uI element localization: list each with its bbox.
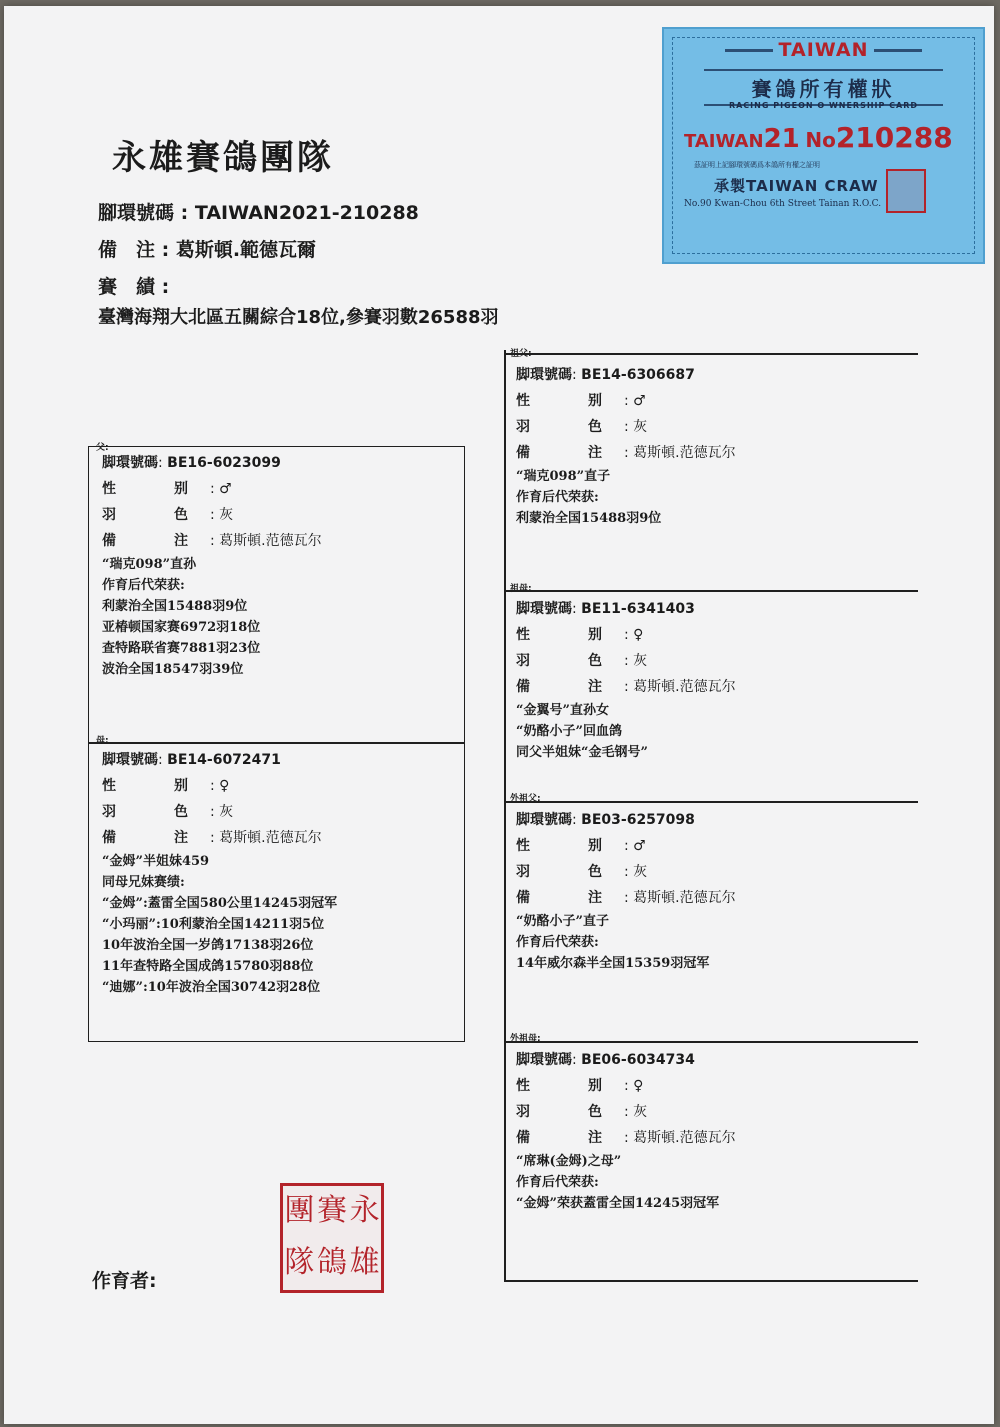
sex-label: 性 别 [102,778,210,794]
card-ring-number [684,121,953,154]
granddam-m-ring: BE06-6034734 [581,1052,695,1068]
sep: : [210,533,215,549]
sep: : [624,890,629,906]
extra-line: 10年波治全国一岁鸽17138羽26位 [102,938,314,953]
sep: : [572,601,577,617]
sire-note: 葛斯頓.范德瓦尔 [219,533,322,549]
seal-char: 隊 [284,1245,315,1280]
granddam-m-color: 灰 [633,1104,648,1120]
card-ring-no: No [805,128,836,152]
extra-line: “金姆”半姐妹459 [102,854,210,869]
granddam-p-color: 灰 [633,653,648,669]
seal-char: 雄 [349,1245,380,1280]
sex-label: 性 别 [516,627,624,643]
sex-label: 性 别 [516,393,624,409]
divider [504,1280,918,1282]
breeder-label: 作育者: [92,1270,157,1292]
granddam-m-extra [516,1151,736,1214]
sex-label: 性 别 [102,481,210,497]
sire-color: 灰 [219,507,234,523]
card-country: TAIWAN [664,39,983,61]
grandsire-m-tag: 外祖父: [510,794,541,804]
sep: : [624,653,629,669]
card-fine-print: 茲証明上記腳環號碼爲本鴿所有權之証明 [694,161,820,169]
sep: : [624,1078,629,1094]
grandsire-p-entry [516,362,736,529]
grandsire-p-ring: BE14-6306687 [581,367,695,383]
extra-line: 作育后代荣获: [102,578,185,593]
note-label: 備 注 [102,533,210,549]
color-label: 羽 色 [102,507,210,523]
sep: : [624,838,629,854]
ring-label: 腳環號碼 [98,202,175,224]
granddam-m-tag: 外祖母: [510,1034,541,1044]
extra-line: 同父半姐妹“金毛钢号” [516,745,648,760]
granddam-m-entry [516,1047,736,1214]
grandsire-p-color: 灰 [633,419,648,435]
ring-label: 脚環號碼 [516,601,572,617]
grandsire-m-sex: ♂ [633,838,646,854]
dam-tag: 母: [96,736,109,746]
granddam-m-sex: ♀ [633,1078,644,1094]
color-label: 羽 色 [102,804,210,820]
divider [504,1041,918,1043]
grandsire-p-tag: 祖父: [510,349,532,359]
extra-line: 14年威尔森半全国15359羽冠军 [516,956,710,971]
seal-char: 團 [284,1193,315,1228]
note-label: 備 注 [98,239,156,261]
sep: : [624,1104,629,1120]
color-label: 羽 色 [516,1104,624,1120]
extra-line: “金姆”荣获蓋雷全国14245羽冠军 [516,1196,720,1211]
grandsire-p-extra [516,466,736,529]
grandsire-m-color: 灰 [633,864,648,880]
sire-extra [102,554,322,680]
extra-line: 利蒙治全国15488羽9位 [102,599,248,614]
color-label: 羽 色 [516,419,624,435]
note-label: 備 注 [102,830,210,846]
sep: : [572,812,577,828]
extra-line: “奶酪小子”回血鸽 [516,724,622,739]
sire-sex: ♂ [219,481,232,497]
ownership-card [662,27,985,264]
sep: : [624,679,629,695]
grandparent-bracket [504,350,506,1280]
card-address: No.90 Kwan-Chou 6th Street Tainan R.O.C. [684,199,882,209]
card-ring-year: 21 [763,124,800,154]
extra-line: 查特路联省赛7881羽23位 [102,641,261,656]
pedigree-certificate [4,6,994,1424]
sep: : [624,445,629,461]
sep: : [210,481,215,497]
extra-line: 波治全国18547羽39位 [102,662,244,677]
dam-entry [102,747,337,998]
sep: : [210,830,215,846]
dam-ring: BE14-6072471 [167,752,281,768]
dam-extra [102,851,337,998]
sep: : [624,393,629,409]
note-label: 備 注 [516,679,624,695]
grandsire-m-extra [516,911,736,974]
extra-line: “席琳(金姆)之母” [516,1154,622,1169]
extra-line: “金姆”:蓋雷全国580公里14245羽冠军 [102,896,338,911]
extra-line: “瑞克098”直子 [516,469,611,484]
sep: : [158,455,163,471]
performance-line: 賽 績 : [98,272,169,299]
note-value: 葛斯頓.範德瓦爾 [175,239,317,261]
performance-label: 賽 績 [98,276,156,298]
seal-char: 永 [349,1193,380,1228]
grandsire-p-sex: ♂ [633,393,646,409]
grandsire-m-ring: BE03-6257098 [581,812,695,828]
grandsire-m-note: 葛斯頓.范德瓦尔 [633,890,736,906]
sex-label: 性 别 [516,1078,624,1094]
sire-entry [102,450,322,680]
card-ring-prefix: TAIWAN [684,131,764,152]
sep: : [210,804,215,820]
ring-value: TAIWAN2021-210288 [194,202,419,224]
dam-sex: ♀ [219,778,230,794]
sep: : [158,752,163,768]
ring-label: 脚環號碼 [102,752,158,768]
seal-char: 鴿 [316,1245,347,1280]
card-subtitle: RACING PIGEON O WNERSHIP CARD [728,101,919,110]
note-label: 備 注 [516,1130,624,1146]
extra-line: 利蒙治全国15488羽9位 [516,511,662,526]
granddam-p-ring: BE11-6341403 [581,601,695,617]
dam-note: 葛斯頓.范德瓦尔 [219,830,322,846]
extra-line: 同母兄妹赛绩: [102,875,185,890]
extra-line: 亚椿顿国家赛6972羽18位 [102,620,261,635]
divider [504,353,918,355]
color-label: 羽 色 [516,864,624,880]
note-label: 備 注 [516,890,624,906]
sep: : [210,778,215,794]
sep: : [624,627,629,643]
extra-line: “瑞克098”直孙 [102,557,197,572]
extra-line: “金翼号”直孙女 [516,703,609,718]
granddam-p-tag: 祖母: [510,584,532,594]
dam-color: 灰 [219,804,234,820]
card-stamp [886,169,926,213]
granddam-p-entry [516,596,736,763]
granddam-p-extra [516,700,736,763]
granddam-p-note: 葛斯頓.范德瓦尔 [633,679,736,695]
color-label: 羽 色 [516,653,624,669]
performance-value: 臺灣海翔大北區五關綜合18位,參賽羽數26588羽 [98,307,499,328]
card-ring-digits: 210288 [835,121,953,154]
ring-label: 脚環號碼 [516,1052,572,1068]
sep: : [572,367,577,383]
extra-line: 11年查特路全国成鸽15780羽88位 [102,959,314,974]
extra-line: “奶酪小子”直子 [516,914,609,929]
sire-tag: 父: [96,443,109,453]
ring-label: 脚環號碼 [516,812,572,828]
divider [504,801,918,803]
sire-ring: BE16-6023099 [167,455,281,471]
note-label: 備 注 [516,445,624,461]
divider [504,590,918,592]
grandsire-p-note: 葛斯頓.范德瓦尔 [633,445,736,461]
sep: : [624,1130,629,1146]
sep: : [624,419,629,435]
granddam-p-sex: ♀ [633,627,644,643]
extra-line: 作育后代荣获: [516,935,599,950]
team-name: 永雄賽鴿團隊 [112,138,334,178]
ring-label: 脚環號碼 [516,367,572,383]
seal-char: 賽 [316,1193,347,1228]
team-seal [280,1183,384,1293]
sex-label: 性 别 [516,838,624,854]
ring-label: 脚環號碼 [102,455,158,471]
extra-line: 作育后代荣获: [516,1175,599,1190]
extra-line: 作育后代荣获: [516,490,599,505]
card-maker: 承製TAIWAN CRAW [714,177,879,195]
grandsire-m-entry [516,807,736,974]
ring-number-line: 腳環號碼 : TAIWAN2021-210288 [98,198,419,225]
sep: : [572,1052,577,1068]
sep: : [624,864,629,880]
card-title: 賽鴿所有權狀 [704,69,943,106]
extra-line: “小玛丽”:10利蒙治全国14211羽5位 [102,917,325,932]
note-line: 備 注 : 葛斯頓.範德瓦爾 [98,235,316,262]
sep: : [210,507,215,523]
extra-line: “迪娜”:10年波治全国30742羽28位 [102,980,321,995]
granddam-m-note: 葛斯頓.范德瓦尔 [633,1130,736,1146]
